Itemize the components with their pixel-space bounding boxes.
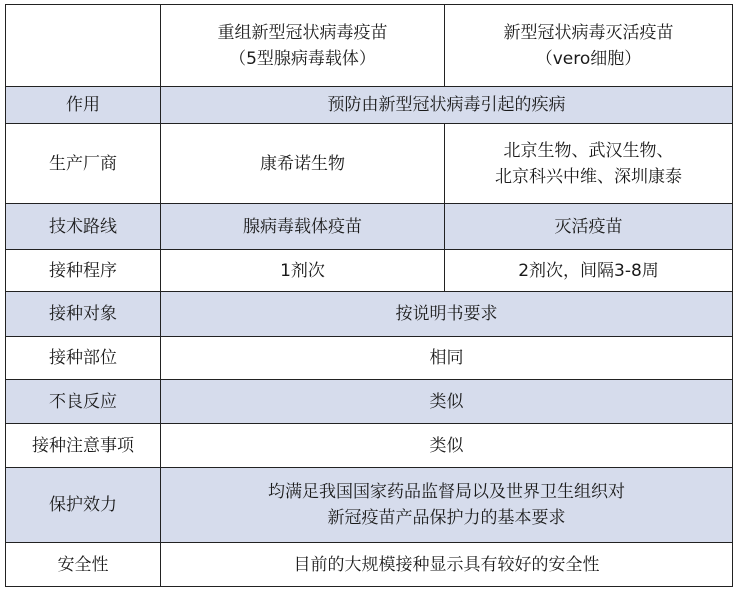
row-label: 不良反应: [6, 380, 161, 424]
row-manufacturer: [6, 124, 733, 204]
row-label: 生产厂商: [6, 124, 161, 204]
row-merged-value: 按说明书要求: [161, 292, 733, 337]
row-safety: [6, 543, 733, 587]
row-technology: [6, 204, 733, 250]
row-schedule: [6, 250, 733, 292]
row-label: 接种对象: [6, 292, 161, 337]
row-merged-value: 目前的大规模接种显示具有较好的安全性: [161, 543, 733, 587]
row-value-col3: 北京生物、武汉生物、 北京科兴中维、深圳康泰: [445, 124, 733, 204]
row-label: 接种程序: [6, 250, 161, 292]
vaccine-comparison-table: [5, 4, 733, 587]
row-label: 技术路线: [6, 204, 161, 250]
row-efficacy: [6, 468, 733, 543]
row-merged-value: 类似: [161, 380, 733, 424]
header-recombinant-vaccine: 重组新型冠状病毒疫苗 （5型腺病毒载体）: [161, 5, 445, 87]
row-target-population: [6, 292, 733, 337]
row-value-col2: 康希诺生物: [161, 124, 445, 204]
row-label: 安全性: [6, 543, 161, 587]
row-value-col3: 灭活疫苗: [445, 204, 733, 250]
row-merged-value: 预防由新型冠状病毒引起的疾病: [161, 87, 733, 124]
row-label: 保护效力: [6, 468, 161, 543]
row-value-col2: 腺病毒载体疫苗: [161, 204, 445, 250]
header-row: [6, 5, 733, 87]
row-label: 接种部位: [6, 337, 161, 380]
row-value-col2: 1剂次: [161, 250, 445, 292]
row-label: 作用: [6, 87, 161, 124]
row-merged-value: 均满足我国国家药品监督局以及世界卫生组织对 新冠疫苗产品保护力的基本要求: [161, 468, 733, 543]
row-adverse-reactions: [6, 380, 733, 424]
row-merged-value: 类似: [161, 424, 733, 468]
header-inactivated-vaccine: 新型冠状病毒灭活疫苗 （vero细胞）: [445, 5, 733, 87]
row-injection-site: [6, 337, 733, 380]
row-precautions: [6, 424, 733, 468]
row-label: 接种注意事项: [6, 424, 161, 468]
row-purpose: [6, 87, 733, 124]
row-value-col3: 2剂次，间隔3-8周: [445, 250, 733, 292]
header-empty-cell: [6, 5, 161, 87]
row-merged-value: 相同: [161, 337, 733, 380]
